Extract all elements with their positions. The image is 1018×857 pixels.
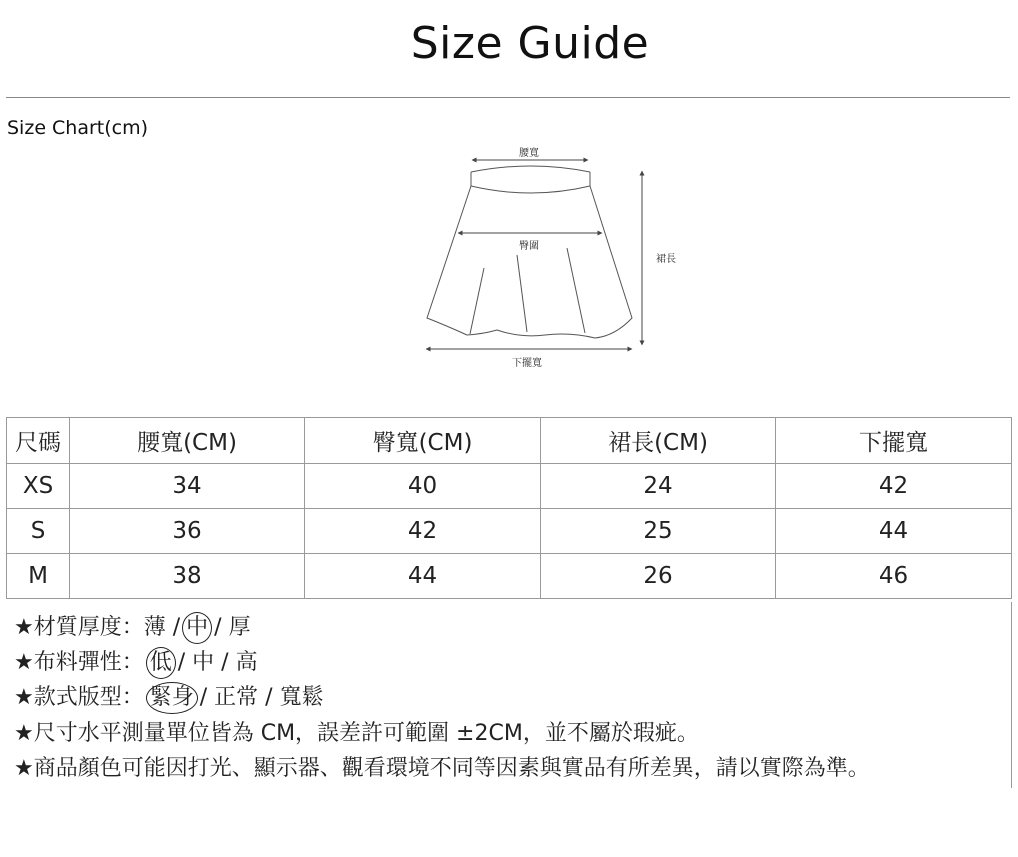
option-thin: 薄	[143, 615, 166, 640]
table-cell: 34	[70, 464, 305, 509]
note-label: ★布料彈性：	[14, 650, 144, 675]
table-cell: 42	[776, 464, 1012, 509]
option-loose: 寬鬆	[279, 685, 324, 710]
header-waist: 腰寬(CM)	[70, 418, 305, 464]
note-elasticity: ★布料彈性： 低 / 中 / 高	[14, 645, 258, 679]
pleat-line	[517, 255, 527, 332]
table-cell: 38	[70, 554, 305, 599]
skirt-diagram	[0, 0, 1018, 400]
note-color: ★商品顏色可能因打光、顯示器、觀看環境不同等因素與實品有所差異，請以實際為準。	[14, 756, 870, 781]
length-label: 裙長	[656, 254, 676, 265]
table-cell: XS	[7, 464, 70, 509]
table-cell: 25	[541, 509, 776, 554]
table-row	[7, 464, 1012, 509]
note-thickness: ★材質厚度：薄 / 中 / 厚	[14, 610, 251, 644]
note-measurement: ★尺寸水平測量單位皆為 CM，誤差許可範圍 ±2CM，並不屬於瑕疵。	[14, 721, 699, 746]
header-length: 裙長(CM)	[541, 418, 776, 464]
size-chart-label: Size Chart(cm)	[7, 117, 149, 139]
option-medium-selected: 中	[182, 612, 212, 644]
header-hem: 下擺寬	[776, 418, 1012, 464]
waist-label: 腰寬	[519, 148, 539, 159]
table-row	[7, 554, 1012, 599]
table-cell: 46	[776, 554, 1012, 599]
header-size: 尺碼	[7, 418, 70, 464]
header-hip: 臀寬(CM)	[305, 418, 541, 464]
option-low-selected: 低	[146, 647, 176, 679]
pleat-line	[470, 268, 484, 334]
table-cell: 40	[305, 464, 541, 509]
waistband-outline	[471, 172, 590, 193]
option-medium: 中	[192, 650, 215, 675]
option-tight-selected: 緊身	[146, 682, 198, 714]
table-cell: S	[7, 509, 70, 554]
option-high: 高	[235, 650, 258, 675]
hip-label: 臀圍	[519, 241, 539, 252]
table-row	[7, 509, 1012, 554]
table-cell: 42	[305, 509, 541, 554]
waistband-top-edge	[471, 166, 590, 172]
table-cell: 24	[541, 464, 776, 509]
table-cell: 44	[776, 509, 1012, 554]
note-label: ★款式版型：	[14, 685, 144, 710]
size-table	[6, 417, 1012, 599]
table-header-row	[7, 418, 1012, 464]
product-notes	[6, 602, 1012, 788]
table-cell: 44	[305, 554, 541, 599]
table-cell: 26	[541, 554, 776, 599]
note-fit: ★款式版型： 緊身 / 正常 / 寬鬆	[14, 680, 324, 714]
option-thick: 厚	[228, 615, 251, 640]
table-cell: 36	[70, 509, 305, 554]
skirt-body-outline	[427, 186, 632, 338]
page-title: Size Guide	[410, 18, 650, 69]
table-cell: M	[7, 554, 70, 599]
option-regular: 正常	[214, 685, 259, 710]
hem-label: 下擺寬	[512, 358, 542, 369]
pleat-line	[567, 248, 585, 333]
note-label: ★材質厚度：	[14, 615, 144, 640]
